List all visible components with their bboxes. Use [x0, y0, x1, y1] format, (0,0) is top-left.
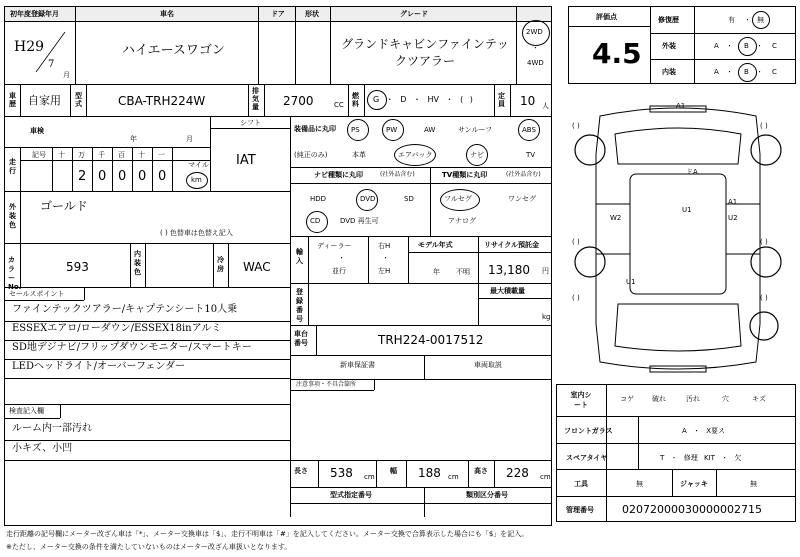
- category-number-label: 類別区分番号: [466, 491, 508, 499]
- digit-divider: [152, 147, 153, 191]
- nav-title: ナビ種類に丸印: [314, 171, 363, 179]
- drive-2wd: 2WD: [526, 28, 543, 36]
- paren-mark: ( ): [760, 122, 768, 130]
- exterior-rank-option: A: [714, 42, 719, 50]
- length-unit: cm: [364, 473, 375, 481]
- digit-header: 万: [78, 151, 85, 159]
- seat-item: 汚れ: [686, 395, 700, 403]
- inspector-title: 検査記入欄: [9, 407, 44, 415]
- sales-line: ファインテックツアラー/キャプテンシート10人乗: [12, 304, 238, 315]
- digit-header: 十: [138, 151, 145, 159]
- mileage-digit: 2: [78, 169, 87, 184]
- type-approval-label: 型式指定番号: [330, 491, 372, 499]
- max-load-label: 最大積載量: [490, 287, 525, 295]
- seat-item: キズ: [752, 395, 766, 403]
- equip-item: ABS: [522, 126, 536, 134]
- digit-header: 一: [158, 151, 165, 159]
- category-label: 車歴: [9, 92, 16, 108]
- digit-divider: [132, 147, 133, 191]
- interior-rank-dot: ・: [726, 68, 733, 76]
- wheel-rear-left: [575, 247, 605, 277]
- seat-item: 破れ: [652, 395, 666, 403]
- equip-item: AW: [424, 126, 436, 134]
- fuel-options: G ・ D ・ HV ・ ( ): [373, 95, 473, 104]
- equipment-title: 装備品に丸印: [294, 125, 336, 133]
- height-value: 228: [506, 466, 529, 480]
- nav-item: DVD: [360, 195, 376, 203]
- digit-divider: [72, 147, 73, 191]
- digit-divider: [112, 147, 113, 191]
- import-parallel: 並行: [332, 267, 346, 275]
- equip-item: サンルーフ: [458, 126, 493, 134]
- recycle-unit: 円: [542, 267, 549, 275]
- tv-note: (社外品含む): [506, 171, 541, 178]
- exterior-rank-label: 外装: [662, 42, 676, 50]
- sales-line-rule: [4, 359, 290, 360]
- roof-outline: [630, 174, 726, 294]
- wheel-front-right: [751, 135, 781, 165]
- repair-yes: 有: [728, 16, 735, 24]
- sales-line-rule: [4, 378, 290, 379]
- tv-item: アナログ: [448, 217, 476, 225]
- sales-line: SD地デジナビ/フリップダウンモニター/スマートキー: [12, 342, 252, 353]
- first-reg-month: 7: [48, 59, 55, 70]
- equip-item: 本革: [352, 151, 366, 159]
- shaken-year-unit: 年: [130, 135, 137, 143]
- sales-title: セールスポイント: [9, 290, 65, 298]
- tools-value: 無: [636, 480, 643, 488]
- footer-line-1: 走行距離の記号欄にメーター改ざん車は「*」、メーター交換車は「$」、走行不明車は「#」を記入してください。メーター交換で合算表示した場合にも「$」を記入。: [6, 530, 529, 538]
- capacity-value: 10: [520, 94, 536, 108]
- fuel-label: 燃料: [352, 92, 359, 108]
- ac-value: WAC: [243, 260, 271, 274]
- repair-no: 無: [757, 16, 764, 24]
- handle-left: 左H: [378, 267, 391, 275]
- model-year-label: モデル年式: [418, 241, 453, 249]
- model-value: CBA-TRH224W: [118, 94, 206, 108]
- nav-item: CD: [310, 217, 321, 225]
- digit-header: 千: [98, 151, 105, 159]
- recycle-label: リサイクル預託金: [484, 241, 540, 249]
- new-car-warranty: 新車保証書: [340, 361, 375, 369]
- max-load-unit: kg: [542, 313, 551, 321]
- seat-item: 穴: [722, 395, 729, 403]
- door-label: ドア: [271, 10, 285, 18]
- import-dealer: ディーラー: [317, 242, 352, 250]
- width-value: 188: [418, 466, 441, 480]
- category-value: 自家用: [28, 94, 61, 107]
- first-reg-label: 初年度登録年月: [10, 10, 59, 18]
- inspector-line: ルーム内一部汚れ: [12, 423, 92, 434]
- diagram-label: U2: [728, 214, 738, 222]
- footer-line-2: ※ただし、メーター交換の条件を満たしていないものはメーター改ざん車扱いとなります。: [6, 543, 292, 551]
- drive-dot: ・: [532, 44, 539, 52]
- interior-rank-dot: ・: [756, 68, 763, 76]
- model-label: 型式: [75, 92, 82, 108]
- equip-item: エアバック: [398, 151, 433, 159]
- spare-options: T ・ 修理 KIT ・ 欠: [660, 454, 742, 462]
- first-reg-year: H29: [14, 39, 45, 55]
- height-label: 高さ: [474, 467, 488, 475]
- wheel-rear-right: [751, 247, 781, 277]
- spare-label: スペアタイヤ: [566, 454, 608, 462]
- diagram-label: ドA: [686, 168, 698, 176]
- length-label: 長さ: [294, 467, 308, 475]
- mgmt-value: 02072000030000002715: [622, 503, 762, 516]
- grade-label: グレード: [400, 10, 428, 18]
- displacement-value: 2700: [283, 94, 314, 108]
- interior-rank-label: 内装: [662, 68, 676, 76]
- exterior-color-label: 外装色: [9, 203, 16, 229]
- notes-label: 注意事項・不具合箇所: [296, 381, 357, 388]
- recycle-value: 13,180: [488, 263, 530, 277]
- chassis-label: 車台番号: [294, 330, 308, 347]
- sales-line: LEDヘッドライト/オーバーフェンダー: [12, 361, 186, 372]
- mgmt-label: 管理番号: [566, 506, 594, 514]
- height-unit: cm: [540, 473, 551, 481]
- model-year-year: 年: [433, 268, 440, 276]
- diagram-label: W2: [610, 214, 622, 222]
- shaken-label: 車検: [30, 127, 44, 135]
- sales-line-rule: [4, 321, 290, 322]
- jack-label: ジャッキ: [680, 480, 708, 488]
- mileage-symbol-label: 記号: [32, 151, 46, 159]
- tv-item: ワンセグ: [508, 195, 536, 203]
- exterior-rank-dot: ・: [726, 42, 733, 50]
- ac-label: 冷房: [217, 256, 224, 273]
- diagram-label: U1: [682, 206, 692, 214]
- digit-header: 百: [118, 151, 125, 159]
- car-name-value: ハイエースワゴン: [122, 43, 225, 58]
- glass-options: A ・ X要ス: [682, 427, 726, 435]
- handle-right: 右H: [378, 242, 391, 250]
- inspector-line-rule: [4, 460, 290, 461]
- mileage-digit: 0: [138, 169, 147, 184]
- spare-wheel: [750, 312, 778, 340]
- mileage-digit: 0: [98, 169, 107, 184]
- diagram-label: U1: [626, 278, 636, 286]
- equip-item: PW: [386, 126, 398, 134]
- interior-rank-option: A: [714, 68, 719, 76]
- exterior-color-value: ゴールド: [40, 199, 88, 213]
- seat-label: 室内シート: [570, 391, 592, 409]
- equip-item: TV: [526, 151, 536, 159]
- reg-label: 登録番号: [296, 288, 303, 323]
- capacity-unit: 人: [542, 102, 549, 110]
- sales-line: ESSEXエアロ/ローダウン/ESSEX18inアルミ: [12, 323, 222, 334]
- width-unit: cm: [448, 473, 459, 481]
- equip-item: ナビ: [470, 151, 484, 159]
- paren-mark: ( ): [572, 238, 580, 246]
- hood-outline: [615, 128, 741, 164]
- repair-dot: ・: [744, 16, 751, 24]
- tv-title: TV種類に丸印: [442, 171, 488, 179]
- manual: 車両取説: [474, 361, 502, 369]
- digit-divider: [172, 147, 173, 191]
- seat-item: コゲ: [620, 395, 634, 403]
- mileage-unit: km: [191, 176, 202, 184]
- paren-mark: ( ): [760, 238, 768, 246]
- digit-divider: [52, 147, 53, 191]
- paren-mark: ( ): [572, 294, 580, 302]
- exterior-rank-option: C: [772, 42, 777, 50]
- color-no-label: カラーNo.: [8, 256, 22, 291]
- mileage-unit-label: マイル: [188, 161, 209, 169]
- car-damage-diagram: [560, 94, 796, 384]
- interior-rank-option: B: [744, 68, 749, 76]
- color-no-value: 593: [66, 260, 89, 274]
- nav-item: DVD 再生可: [340, 217, 379, 225]
- paren-mark: ( ): [760, 294, 768, 302]
- mileage-label: 走行: [9, 158, 16, 175]
- digit-header: 十: [58, 151, 65, 159]
- equipment-subtitle: (純正のみ): [294, 151, 328, 159]
- nav-note: (社外品含む): [380, 171, 415, 178]
- import-label: 輸入: [296, 248, 303, 265]
- shape-label: 形状: [305, 10, 319, 18]
- model-year-unknown: 不明: [456, 268, 470, 276]
- nav-item: SD: [404, 195, 414, 203]
- interior-color-label: 内装色: [134, 250, 141, 276]
- width-label: 幅: [390, 467, 397, 475]
- nav-item: HDD: [310, 195, 327, 203]
- score-label: 評価点: [596, 13, 617, 21]
- mileage-digit: 0: [158, 169, 167, 184]
- digit-divider: [92, 147, 93, 191]
- inspector-line: 小キズ、小凹: [12, 443, 73, 454]
- exterior-rank-option: B: [744, 42, 749, 50]
- repair-label: 修復歴: [658, 16, 679, 24]
- tv-item: フルセグ: [444, 195, 472, 203]
- import-dot: ・: [338, 254, 345, 262]
- color-change-note: ( ) 色替車は色替え記入: [160, 229, 233, 237]
- tools-label: 工具: [574, 480, 588, 488]
- body-outline: [596, 108, 760, 369]
- trunk-outline: [615, 304, 741, 351]
- month-unit: 月: [63, 71, 70, 79]
- capacity-label: 定員: [498, 92, 505, 108]
- score-value: 4.5: [592, 37, 642, 70]
- shift-value: IAT: [236, 153, 256, 168]
- car-name-label: 車名: [160, 10, 174, 18]
- displacement-label: 排気量: [252, 87, 259, 111]
- exterior-rank-dot: ・: [756, 42, 763, 50]
- length-value: 538: [330, 466, 353, 480]
- shift-label: シフト: [240, 119, 261, 127]
- jack-value: 無: [750, 480, 757, 488]
- sales-line-rule: [4, 340, 290, 341]
- grade-value: グランドキャビンファインテックツアラー: [341, 37, 509, 68]
- drive-4wd: 4WD: [527, 59, 544, 67]
- interior-rank-option: C: [772, 68, 777, 76]
- inspector-line-rule: [4, 440, 290, 441]
- glass-label: フロントガラス: [564, 427, 613, 435]
- diagram-label: A1: [728, 198, 738, 206]
- displacement-unit: CC: [334, 101, 344, 109]
- wheel-front-left: [575, 135, 605, 165]
- chassis-value: TRH224-0017512: [378, 333, 484, 347]
- paren-mark: ( ): [572, 122, 580, 130]
- diagram-label: A1: [676, 102, 686, 110]
- shaken-month-unit: 月: [186, 135, 193, 143]
- handle-dot: ・: [382, 254, 389, 262]
- equip-item: PS: [351, 126, 360, 134]
- mileage-digit: 0: [118, 169, 127, 184]
